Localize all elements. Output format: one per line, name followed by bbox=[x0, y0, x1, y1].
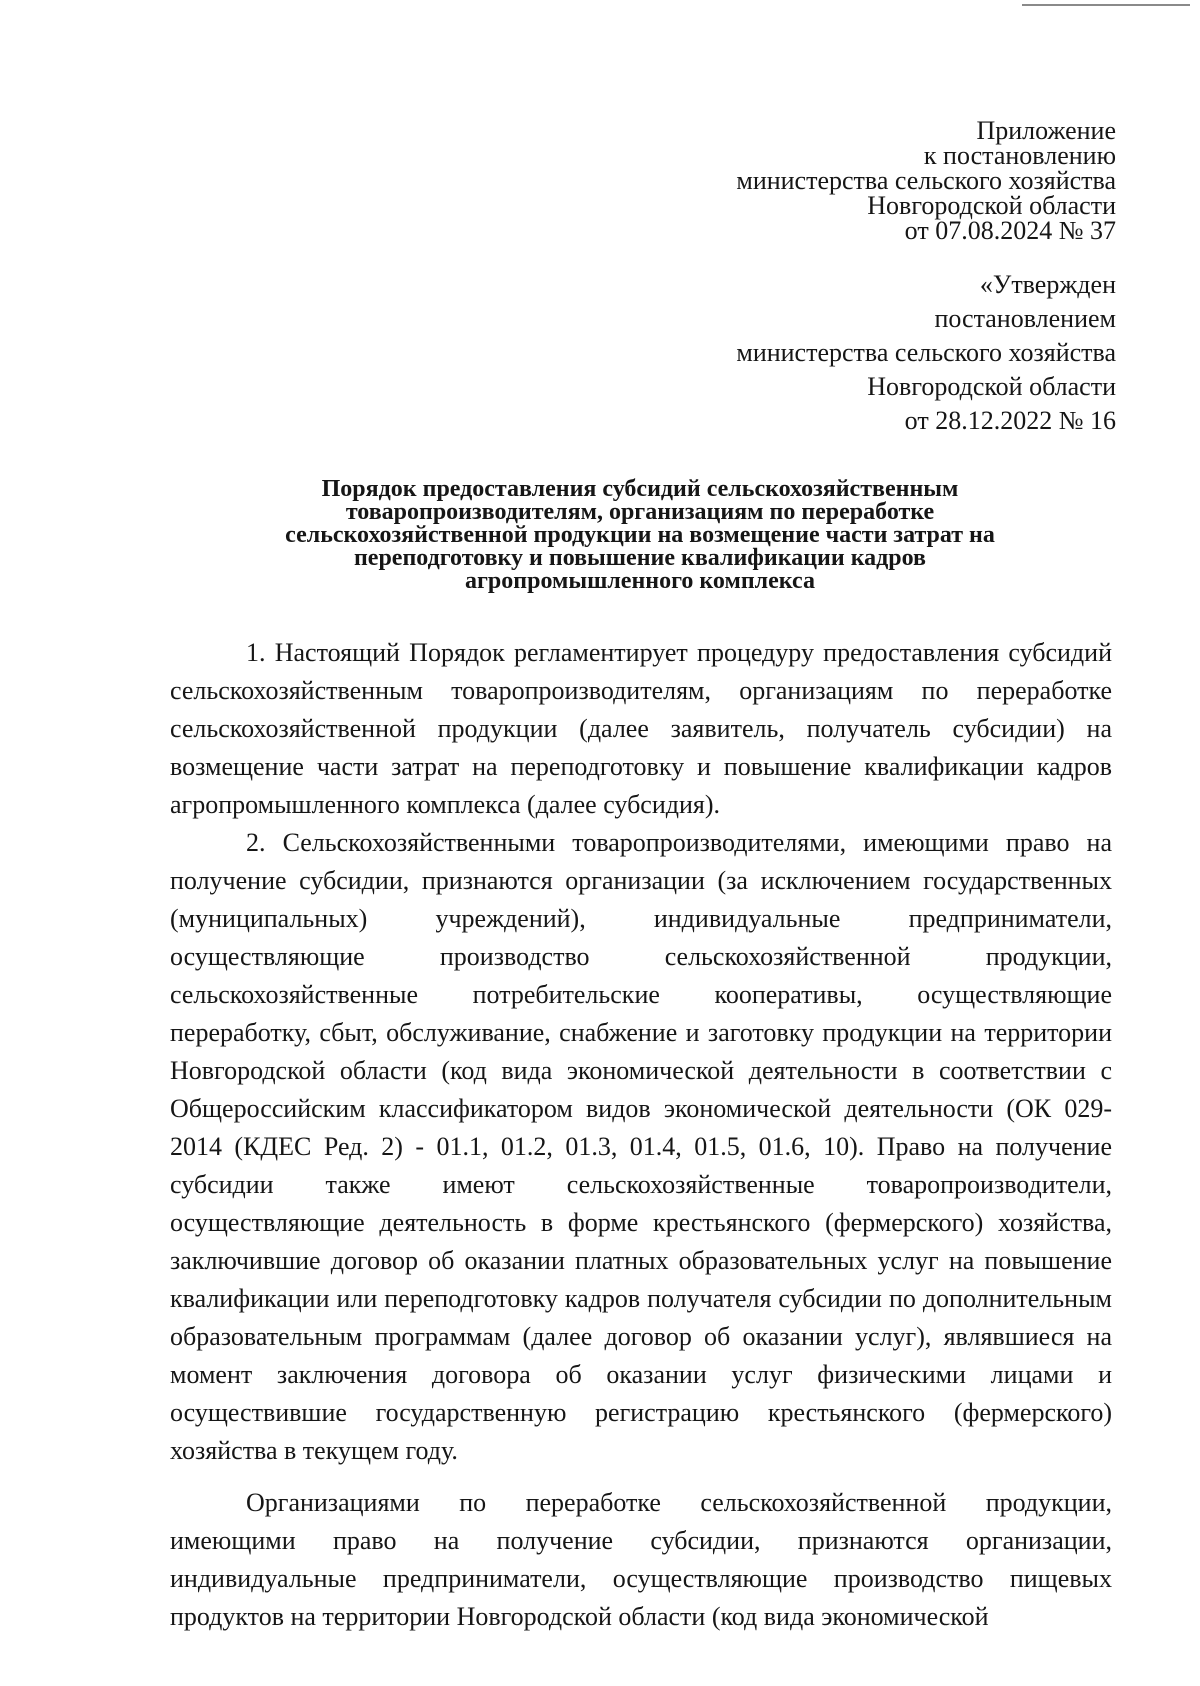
title-line: Порядок предоставления субсидий сельскохозяйственным bbox=[321, 476, 959, 502]
title-line: сельскохозяйственной продукции на возмещение части затрат на bbox=[285, 522, 995, 548]
appendix-line: Новгородской области bbox=[867, 191, 1116, 220]
appendix-line: министерства сельского хозяйства bbox=[736, 166, 1116, 195]
title-line: товаропроизводителям, организациям по переработке bbox=[345, 499, 935, 525]
title-line: агропромышленного комплекса bbox=[465, 568, 815, 594]
approval-line: постановлением bbox=[934, 304, 1116, 333]
approval-line: «Утвержден bbox=[979, 270, 1116, 299]
scan-edge-mark bbox=[1022, 4, 1190, 6]
approval-block bbox=[416, 268, 1116, 438]
paragraph-1: 1. Настоящий Порядок регламентирует процедуру предоставления субсидий сельскохозяйственным товаропроизводителям, организациям по переработке сельскохозяйственной продукции (далее заявитель, получатель субсидии) на возмещение части затрат на переподготовку и повышение квалификации кадров агропромышленного комплекса (далее субсидия). bbox=[170, 638, 1112, 819]
appendix-line: Приложение bbox=[976, 116, 1116, 145]
approval-line: Новгородской области bbox=[867, 372, 1116, 401]
appendix-line: к постановлению bbox=[923, 141, 1116, 170]
approval-line: от 28.12.2022 № 16 bbox=[904, 406, 1116, 435]
appendix-line: от 07.08.2024 № 37 bbox=[904, 216, 1116, 245]
paragraph-2: 2. Сельскохозяйственными товаропроизводителями, имеющими право на получение субсидии, признаются организации (за исключением государственных (муниципальных) учреждений), индивидуальные предприниматели, осуществляющие производство сельскохозяйственной продукции, сельскохозяйственные потребительские кооперативы, осуществляющие переработку, сбыт, обслуживание, снабжение и заготовку продукции на территории Новгородской области (код вида экономической деятельности в соответствии с Общероссийским классификатором видов экономической деятельности (ОК 029-2014 (КДЕС Ред. 2) - 01.1, 01.2, 01.3, 01.4, 01.5, 01.6, 10). Право на получение субсидии также имеют сельскохозяйственные товаропроизводители, осуществляющие деятельность в форме крестьянского (фермерского) хозяйства, заключившие договор об оказании платных образовательных услуг на повышение квалификации или переподготовку кадров получателя субсидии по дополнительным образовательным программам (далее договор об оказании услуг), являвшиеся на момент заключения договора об оказании услуг физическими лицами и осуществившие государственную регистрацию крестьянского (фермерского) хозяйства в текущем году. bbox=[170, 828, 1112, 1465]
paragraph-3: Организациями по переработке сельскохозяйственной продукции, имеющими право на получение субсидии, признаются организации, индивидуальные предприниматели, осуществляющие производство пищевых продуктов на территории Новгородской области (код вида экономической bbox=[170, 1488, 1112, 1631]
approval-line: министерства сельского хозяйства bbox=[736, 338, 1116, 367]
document-body bbox=[170, 634, 1112, 1636]
title-line: переподготовку и повышение квалификации кадров bbox=[353, 545, 927, 571]
appendix-block bbox=[416, 118, 1116, 243]
document-title bbox=[170, 478, 1110, 593]
